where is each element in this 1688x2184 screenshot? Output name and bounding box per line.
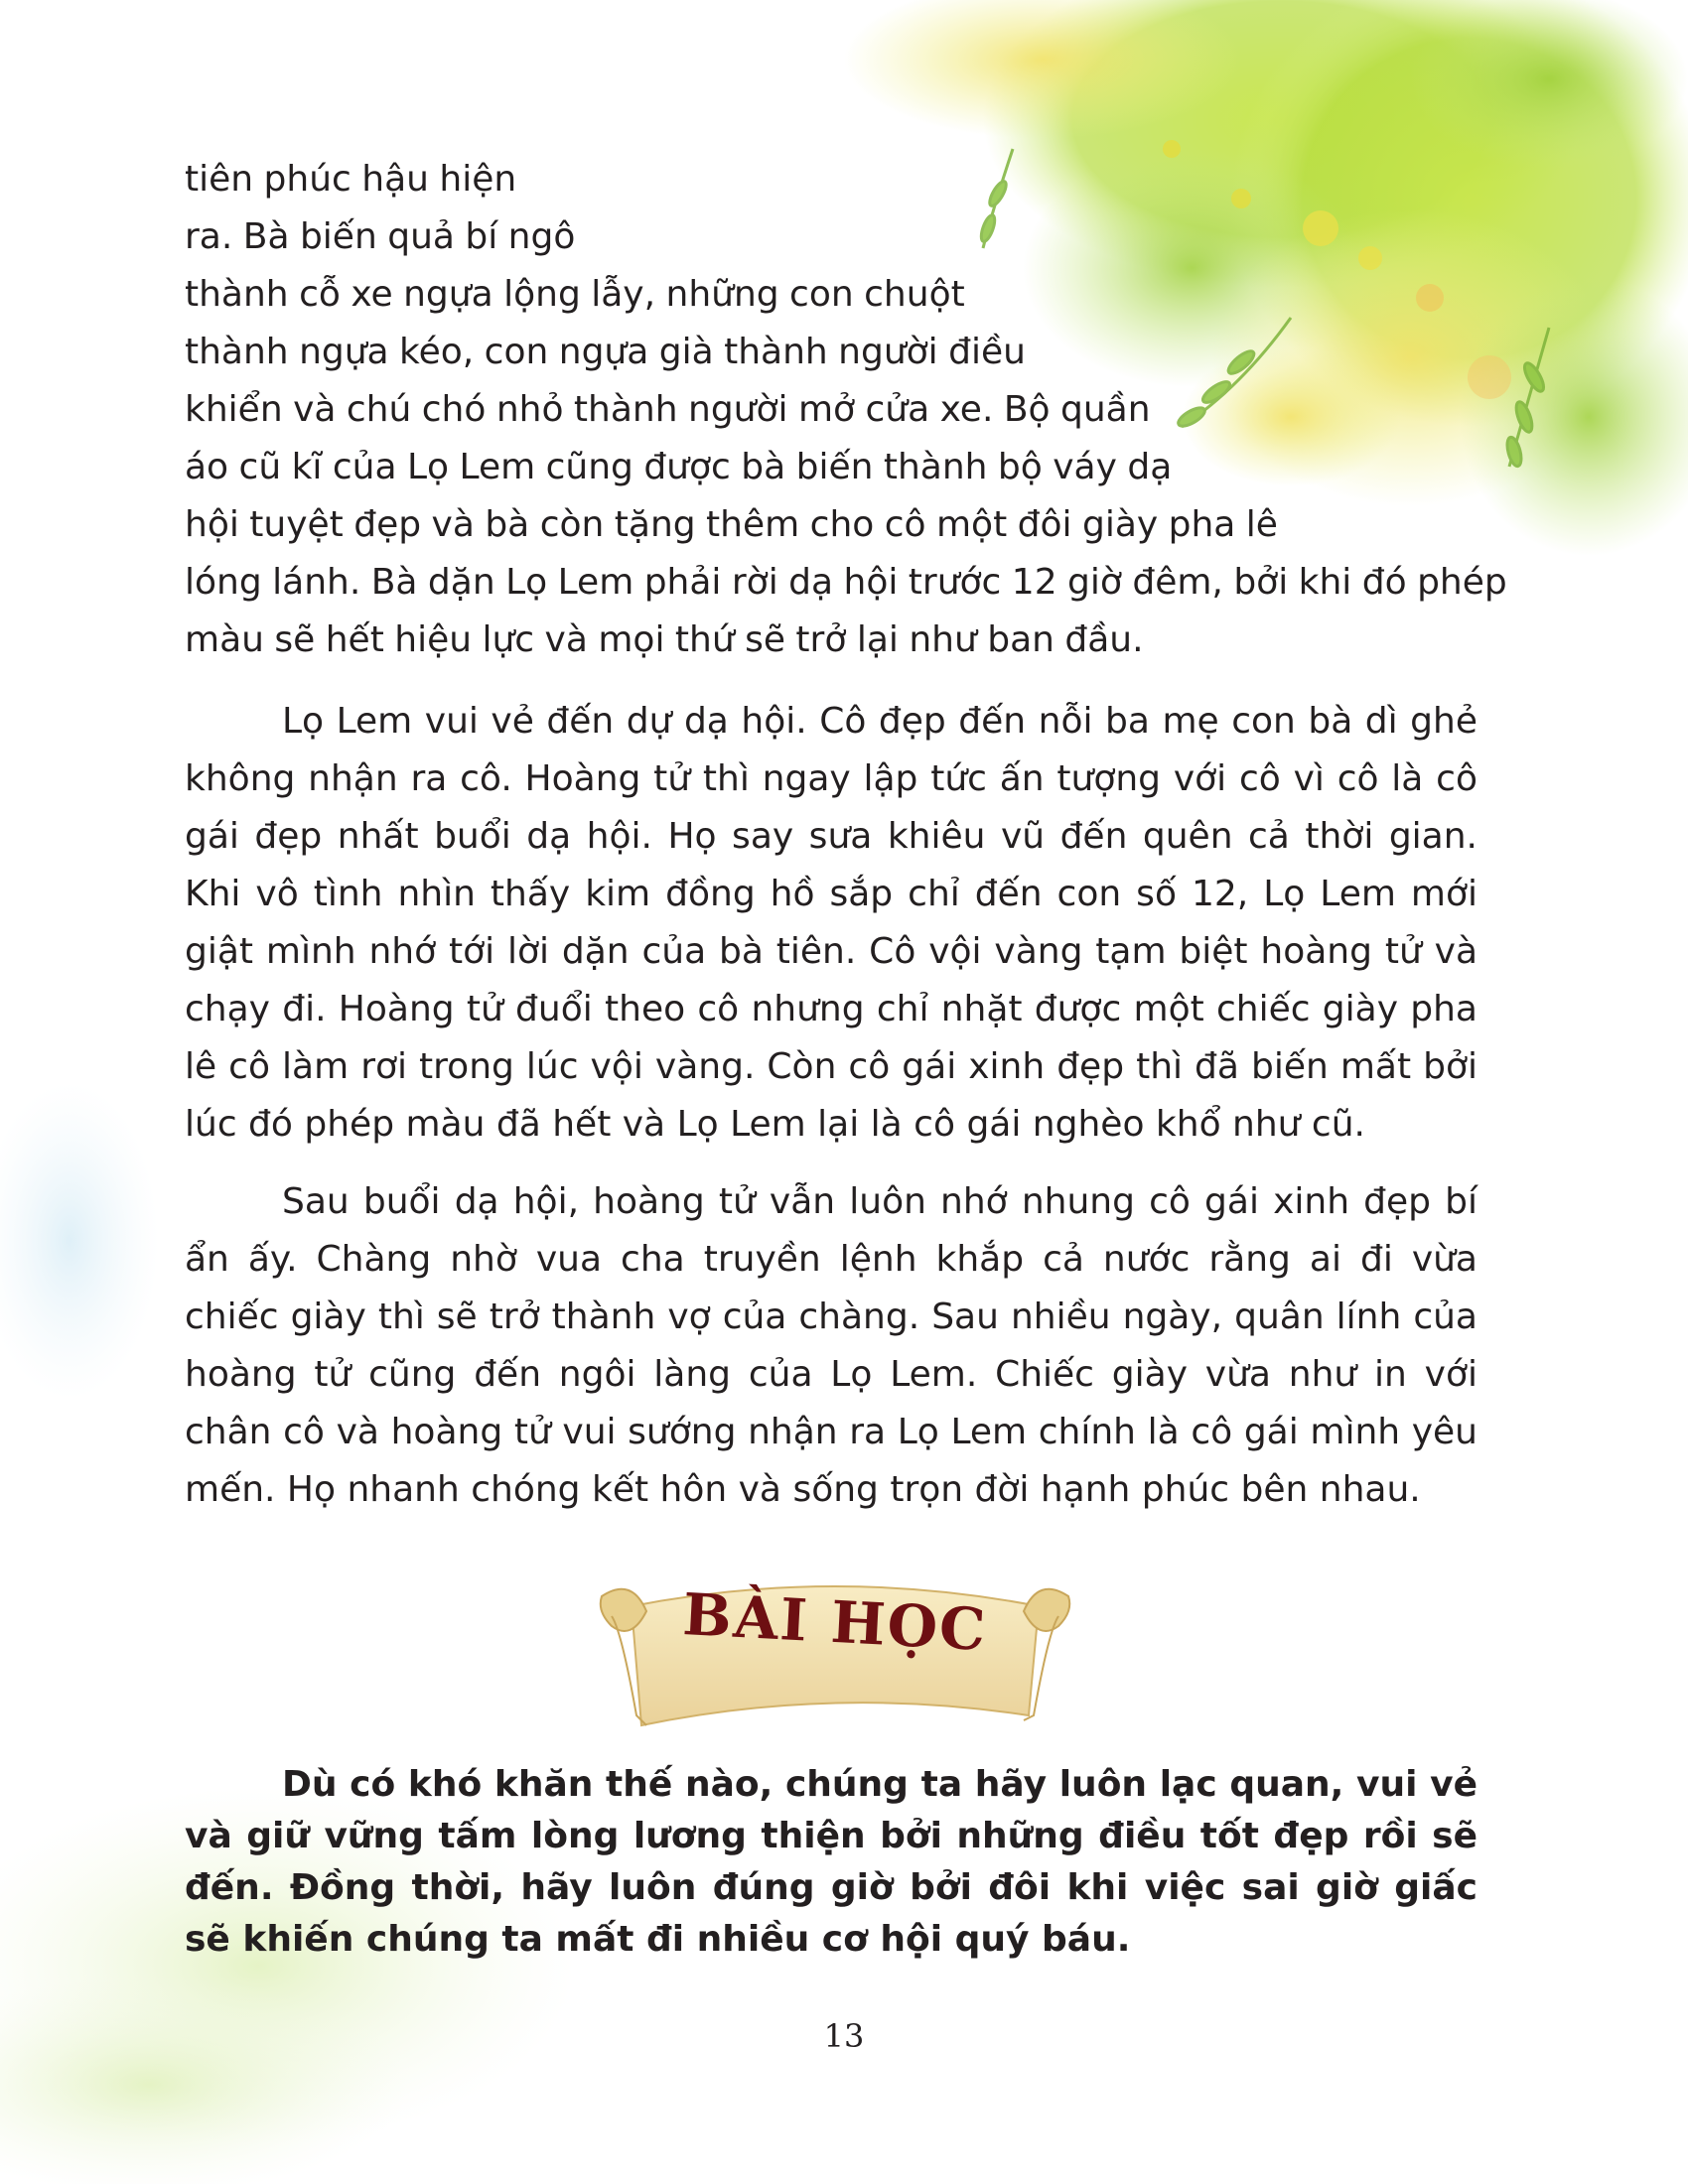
story-intro-paragraph [185, 151, 1507, 669]
intro-line: khiển và chú chó nhỏ thành người mở cửa xe. Bộ quần [185, 389, 1151, 430]
intro-line: tiên phúc hậu hiện [185, 159, 517, 200]
intro-line: thành cỗ xe ngựa lộng lẫy, những con chuột [185, 274, 965, 315]
story-paragraph-2 [185, 693, 1477, 1154]
lesson-title: BÀI HỌC [681, 1580, 989, 1664]
intro-line: lóng lánh. Bà dặn Lọ Lem phải rời dạ hội trước 12 giờ đêm, bởi khi đó phép [185, 562, 1507, 603]
intro-line: hội tuyệt đẹp và bà còn tặng thêm cho cô một đôi giày pha lê [185, 504, 1278, 545]
intro-line: áo cũ kĩ của Lọ Lem cũng được bà biến thành bộ váy dạ [185, 447, 1173, 487]
lesson-text: Dù có khó khăn thế nào, chúng ta hãy luôn lạc quan, vui vẻ và giữ vững tấm lòng lương thiện bởi những điều tốt đẹp rồi sẽ đến. Đồng thời, hãy luôn đúng giờ bởi đôi khi việc sai giờ giấc sẽ khiến chúng ta mất đi nhiều cơ hội quý báu. [185, 1764, 1477, 1960]
page-number: 13 [823, 2017, 865, 2055]
story-paragraph-3 [185, 1173, 1477, 1519]
paragraph-text: Sau buổi dạ hội, hoàng tử vẫn luôn nhớ nhung cô gái xinh đẹp bí ẩn ấy. Chàng nhờ vua cha truyền lệnh khắp cả nước rằng ai đi vừa chiếc giày thì sẽ trở thành vợ của chàng. Sau nhiều ngày, quân lính của hoàng tử cũng đến ngôi làng của Lọ Lem. Chiếc giày vừa như in với chân cô và hoàng tử vui sướng nhận ra Lọ Lem chính là cô gái mình yêu mến. Họ nhanh chóng kết hôn và sống trọn đời hạnh phúc bên nhau. [185, 1181, 1477, 1510]
intro-line: thành ngựa kéo, con ngựa già thành người điều [185, 332, 1026, 372]
intro-line: ra. Bà biến quả bí ngô [185, 216, 576, 257]
paragraph-text: Lọ Lem vui vẻ đến dự dạ hội. Cô đẹp đến nỗi ba mẹ con bà dì ghẻ không nhận ra cô. Hoàng tử thì ngay lập tức ấn tượng với cô vì cô là cô gái đẹp nhất buổi dạ hội. Họ say sưa khiêu vũ đến quên cả thời gian. Khi vô tình nhìn thấy kim đồng hồ sắp chỉ đến con số 12, Lọ Lem mới giật mình nhớ tới lời dặn của bà tiên. Cô vội vàng tạm biệt hoàng tử và chạy đi. Hoàng tử đuổi theo cô nhưng chỉ nhặt được một chiếc giày pha lê cô làm rơi trong lúc vội vàng. Còn cô gái xinh đẹp thì đã biến mất bởi lúc đó phép màu đã hết và Lọ Lem lại là cô gái nghèo khổ như cũ. [185, 701, 1477, 1145]
intro-line: màu sẽ hết hiệu lực và mọi thứ sẽ trở lại như ban đầu. [185, 619, 1144, 660]
lesson-paragraph [185, 1759, 1477, 1966]
